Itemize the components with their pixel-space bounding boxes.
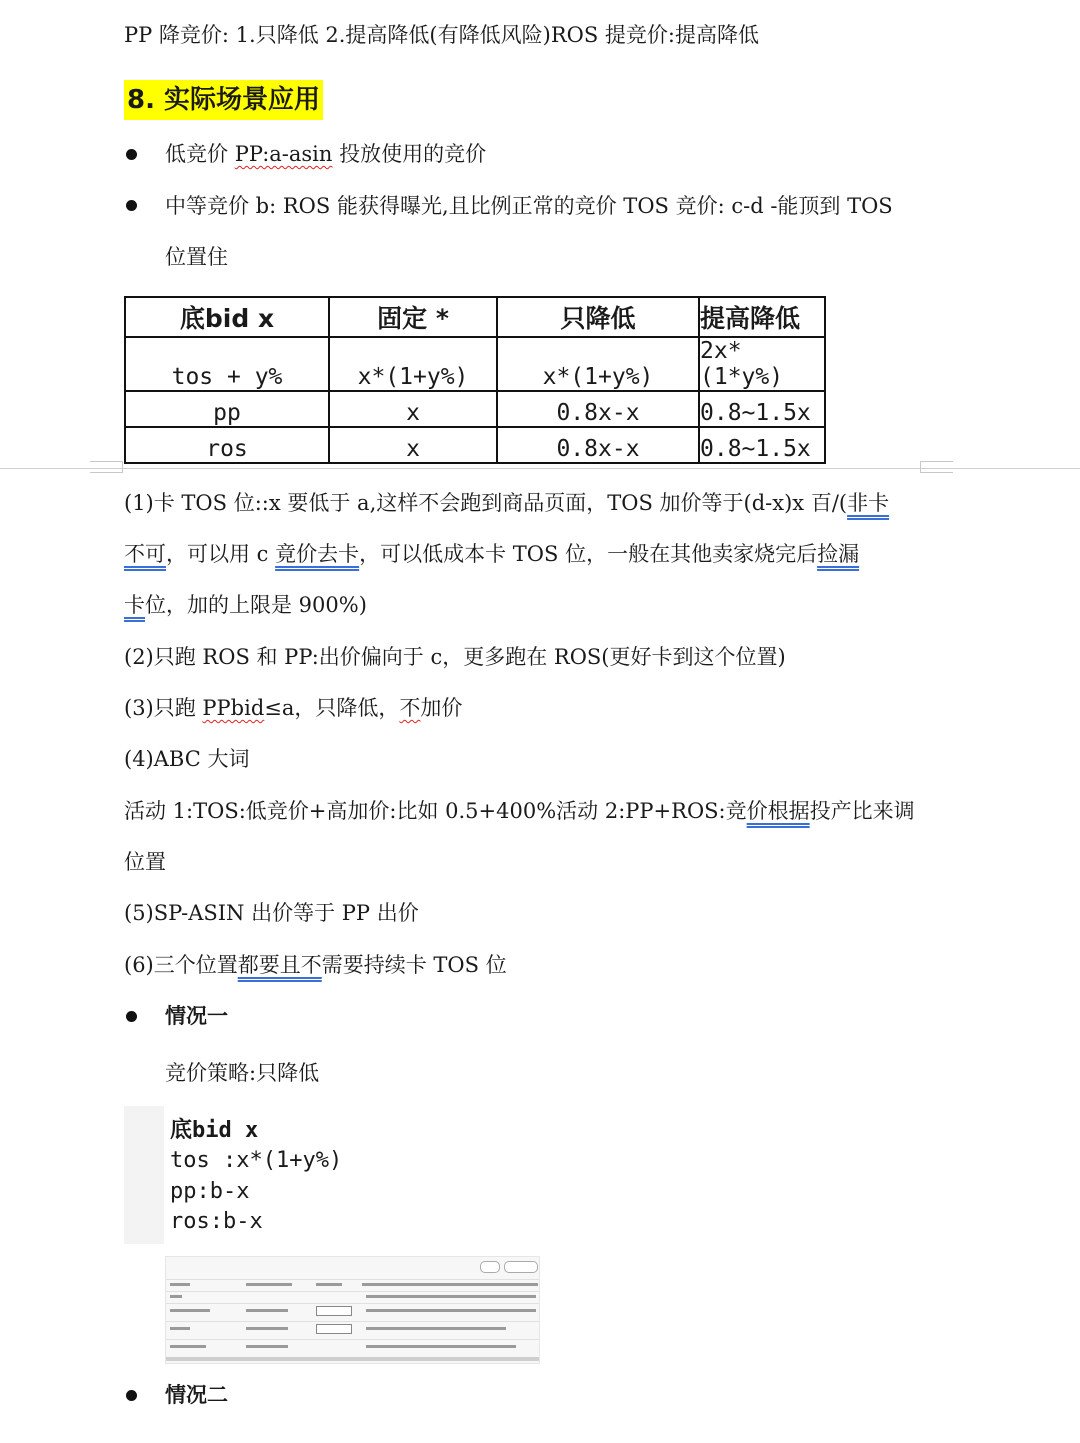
table-cell: pp	[125, 391, 329, 427]
text: 加价	[420, 696, 463, 720]
code-line-4: ros:b-x	[170, 1209, 263, 1234]
code-line-1: 底bid x	[170, 1118, 259, 1143]
text: 投放使用的竞价	[332, 142, 487, 166]
text: 位，加的上限是 900%)	[145, 593, 367, 617]
page-corner-mark	[90, 461, 123, 473]
text: (1)卡 TOS 位::x 要低于 a,这样不会跑到商品页面，TOS 加价等于(d-x)x 百/(	[124, 491, 848, 515]
table-cell: 0.8~1.5x	[699, 427, 825, 463]
strategy-text: 竞价策略:只降低	[165, 1061, 320, 1085]
page-corner-mark	[920, 461, 953, 473]
para-1-line3	[124, 590, 367, 620]
text: 需要持续卡 TOS 位	[321, 953, 507, 977]
case-one-label: 情况一	[165, 1004, 228, 1028]
spell-error: 不	[399, 696, 421, 720]
table-cell: x	[329, 391, 497, 427]
para-7	[124, 950, 507, 980]
para-6: (5)SP-ASIN 出价等于 PP 出价	[124, 901, 419, 925]
para-3	[124, 693, 462, 723]
grammar-mark: 价根据	[746, 799, 810, 823]
grammar-mark: 竟价去卡	[275, 542, 360, 566]
text: 投产比来调	[809, 799, 915, 823]
top-line: PP 降竞价: 1.只降低 2.提高降低(有降低风险)ROS 提竞价:提高降低	[124, 23, 759, 47]
table-row	[125, 427, 825, 463]
para-4: (4)ABC 大词	[124, 747, 250, 771]
table-cell: 0.8x-x	[497, 427, 699, 463]
para-5-line1	[124, 796, 915, 826]
table-cell: x*(1+y%)	[329, 337, 497, 391]
bullet-low-bid	[165, 139, 486, 169]
code-block-bar	[124, 1106, 164, 1244]
spell-error: PPbid	[202, 696, 265, 720]
text: ≤a，只降低，	[264, 696, 400, 720]
bullet-mid-bid-line2: 位置住	[165, 245, 228, 269]
table-cell: 0.8x-x	[497, 391, 699, 427]
grammar-mark: 都要且不	[237, 953, 322, 977]
table-cell: 0.8~1.5x	[699, 391, 825, 427]
text: ，可以用 c	[166, 542, 276, 566]
thumb-button	[480, 1261, 500, 1273]
text: 活动 1:TOS:低竞价+高加价:比如 0.5+400%活动 2:PP+ROS:竞	[124, 799, 747, 823]
bullet-dot	[126, 200, 137, 211]
grammar-mark: 非卡	[847, 491, 890, 515]
text: 低竞价	[165, 142, 235, 166]
para-1-line2	[124, 539, 859, 569]
grammar-mark: 捡漏	[817, 542, 860, 566]
bullet-dot	[126, 1390, 137, 1401]
text: (6)三个位置	[124, 953, 238, 977]
table-cell: tos + y%	[125, 337, 329, 391]
text: (3)只跑	[124, 696, 203, 720]
bullet-mid-bid-line1: 中等竞价 b: ROS 能获得曝光,且比例正常的竞价 TOS 竞价: c-d -能顶到 TOS	[165, 194, 893, 218]
bullet-dot	[126, 149, 137, 160]
table-row	[125, 391, 825, 427]
table-cell: 2x*(1*y%)	[699, 337, 825, 391]
table-header: 提高降低	[699, 297, 825, 337]
table-row	[125, 337, 825, 391]
grammar-mark: 卡	[124, 593, 145, 617]
text: ，可以低成本卡 TOS 位，一般在其他卖家烧完后	[359, 542, 818, 566]
para-1-line1	[124, 488, 889, 518]
para-5-line2: 位置	[124, 850, 166, 874]
thumb-button	[504, 1261, 538, 1273]
section-heading: 8. 实际场景应用	[124, 80, 323, 120]
para-2: (2)只跑 ROS 和 PP:出价偏向于 c，更多跑在 ROS(更好卡到这个位置)	[124, 645, 786, 669]
grammar-mark: 不可	[124, 542, 166, 566]
table-header: 固定 *	[329, 297, 497, 337]
code-line-2: tos :x*(1+y%)	[170, 1148, 343, 1173]
table-cell: ros	[125, 427, 329, 463]
page-break-line	[0, 468, 1080, 469]
table-header: 底bid x	[125, 297, 329, 337]
code-line-3: pp:b-x	[170, 1179, 250, 1204]
table-cell: x	[329, 427, 497, 463]
bullet-dot	[126, 1011, 137, 1022]
table-header: 只降低	[497, 297, 699, 337]
table-cell: x*(1+y%)	[497, 337, 699, 391]
spell-error: PP:a-asin	[234, 142, 333, 166]
case-two-label: 情况二	[165, 1383, 228, 1407]
table-header-row	[125, 297, 825, 337]
embedded-screenshot-thumbnail	[165, 1256, 540, 1364]
bid-table	[124, 296, 826, 464]
